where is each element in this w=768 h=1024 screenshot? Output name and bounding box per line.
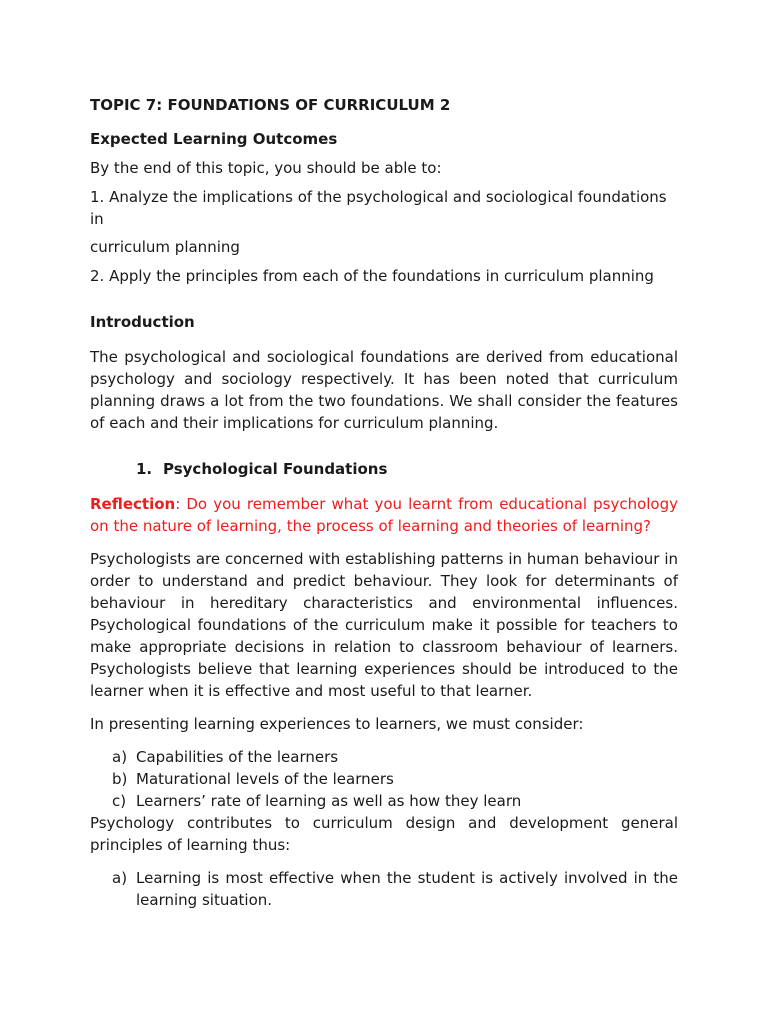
document-page [90, 94, 678, 911]
outcome-1-line1: 1. Analyze the implications of the psychological and sociological foundations in [90, 188, 667, 228]
psychology-paragraph: Psychologists are concerned with establishing patterns in human behaviour in order to understand and predict behaviour. They look for determinants of behaviour in hereditary characteristics and environmental influences. Psychological foundations of the curriculum make it possible for teachers to make appropriate decisions in relation to classroom behaviour of learners. Psychologists believe that learning experiences should be introduced to the learner when it is effective and most useful to that learner. [90, 550, 678, 700]
document-title: TOPIC 7: FOUNDATIONS OF CURRICULUM 2 [90, 96, 451, 114]
list-marker: a) [112, 748, 128, 766]
list-marker: b) [112, 770, 128, 788]
consider-intro: In presenting learning experiences to learners, we must consider: [90, 715, 584, 733]
outcome-1-line2: curriculum planning [90, 238, 240, 256]
consider-list [90, 746, 678, 812]
introduction-paragraph: The psychological and sociological foundations are derived from educational psychology and sociology respectively. It has been noted that curriculum planning draws a lot from the two foundations. We shall consider the features of each and their implications for curriculum planning. [90, 348, 678, 432]
section-1-heading [136, 458, 678, 480]
section-1-title: Psychological Foundations [163, 460, 388, 478]
reflection-paragraph [90, 493, 678, 537]
list-marker: a) [112, 869, 128, 887]
principles-intro: Psychology contributes to curriculum design and development general principles of learning thus: [90, 814, 678, 854]
outcomes-intro: By the end of this topic, you should be able to: [90, 159, 442, 177]
list-text: Learners’ rate of learning as well as how they learn [136, 792, 522, 810]
list-item [90, 746, 678, 768]
list-text: Capabilities of the learners [136, 748, 339, 766]
list-text: Learning is most effective when the student is actively involved in the learning situation. [136, 869, 678, 909]
outcomes-heading: Expected Learning Outcomes [90, 130, 338, 148]
reflection-text: : Do you remember what you learnt from educational psychology on the nature of learning, the process of learning and theories of learning? [90, 495, 678, 535]
list-marker: c) [112, 792, 127, 810]
section-1-number: 1. [136, 460, 153, 478]
reflection-label: Reflection [90, 495, 176, 513]
principles-list [90, 867, 678, 911]
list-item [90, 768, 678, 790]
introduction-heading: Introduction [90, 313, 195, 331]
list-item [90, 867, 678, 911]
list-text: Maturational levels of the learners [136, 770, 394, 788]
list-item [90, 790, 678, 812]
outcome-2: 2. Apply the principles from each of the foundations in curriculum planning [90, 267, 654, 285]
